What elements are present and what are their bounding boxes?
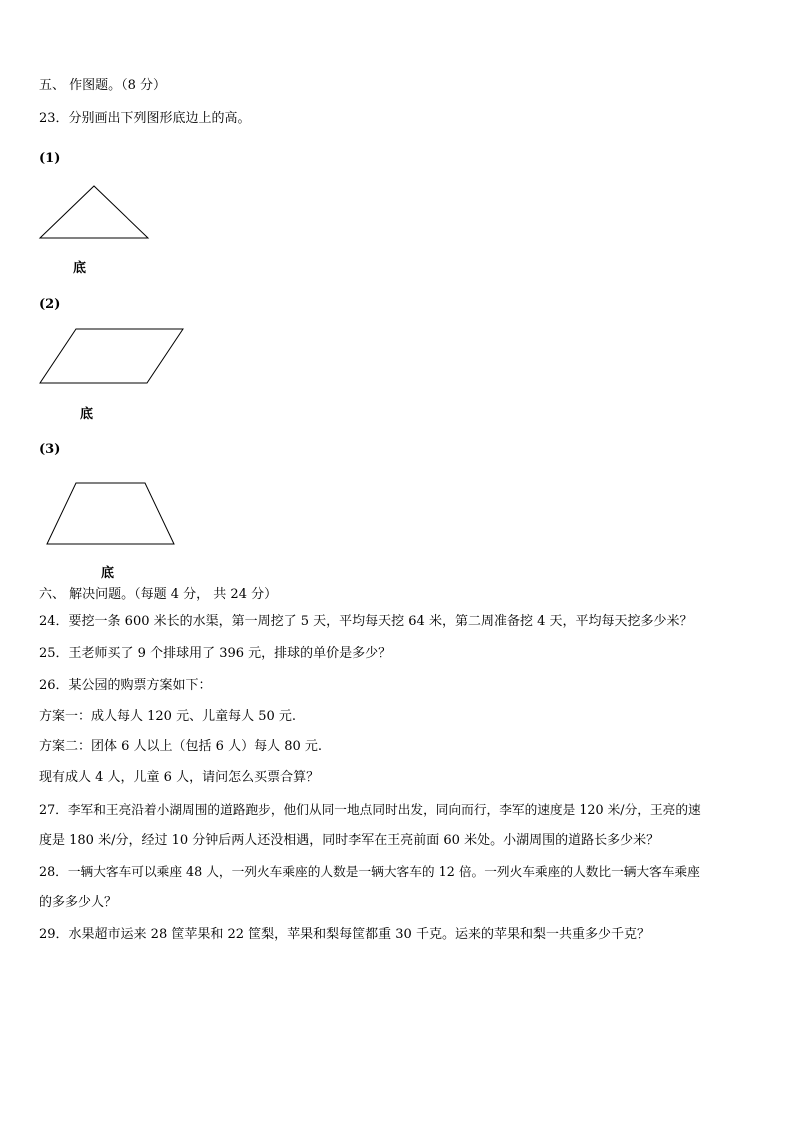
section-5-heading: 五、 作图题。（8 分） xyxy=(39,78,167,93)
question-25: 25．王老师买了 9 个排球用了 396 元，排球的单价是多少？ xyxy=(39,646,392,661)
figure-1-base-label: 底 xyxy=(73,261,87,276)
question-26-plan-1: 方案一：成人每人 120 元、儿童每人 50 元. xyxy=(39,709,297,724)
figure-2-base-label: 底 xyxy=(80,407,94,422)
question-24: 24．要挖一条 600 米长的水渠，第一周挖了 5 天，平均每天挖 64 米，第二周准备挖 4 天，平均每天挖多少米？ xyxy=(39,614,693,629)
question-26-plan-2: 方案二：团体 6 人以上（包括 6 人）每人 80 元. xyxy=(39,739,323,754)
question-27-line-1: 27．李军和王亮沿着小湖周围的道路跑步，他们从同一地点同时出发，同向而行，李军的速度是 120 米/分，王亮的速 xyxy=(39,802,701,817)
figure-3-label: (3) xyxy=(39,442,61,457)
figure-2-label: (2) xyxy=(39,297,61,312)
question-27-line-2: 度是 180 米/分，经过 10 分钟后两人还没相遇，同时李军在王亮前面 60 米处。小湖周围的道路长多少米？ xyxy=(39,833,660,848)
question-29: 29．水果超市运来 28 筐苹果和 22 筐梨，苹果和梨每筐都重 30 千克。运来的苹果和梨一共重多少千克？ xyxy=(39,927,650,942)
question-26-intro: 26．某公园的购票方案如下： xyxy=(39,678,212,693)
question-23-prompt: 23．分别画出下列图形底边上的高。 xyxy=(39,111,251,126)
question-28-line-1: 28．一辆大客车可以乘座 48 人，一列火车乘座的人数是一辆大客车的 12 倍。一列火车乘座的人数比一辆大客车乘座 xyxy=(39,864,700,879)
question-26-question: 现有成人 4 人，儿童 6 人，请问怎么买票合算？ xyxy=(39,770,320,785)
question-28-line-2: 的多多少人？ xyxy=(39,895,118,910)
figure-1-label: (1) xyxy=(39,151,61,166)
section-6-heading: 六、 解决问题。（每题 4 分， 共 24 分） xyxy=(39,587,278,602)
figure-3-base-label: 底 xyxy=(101,566,115,581)
